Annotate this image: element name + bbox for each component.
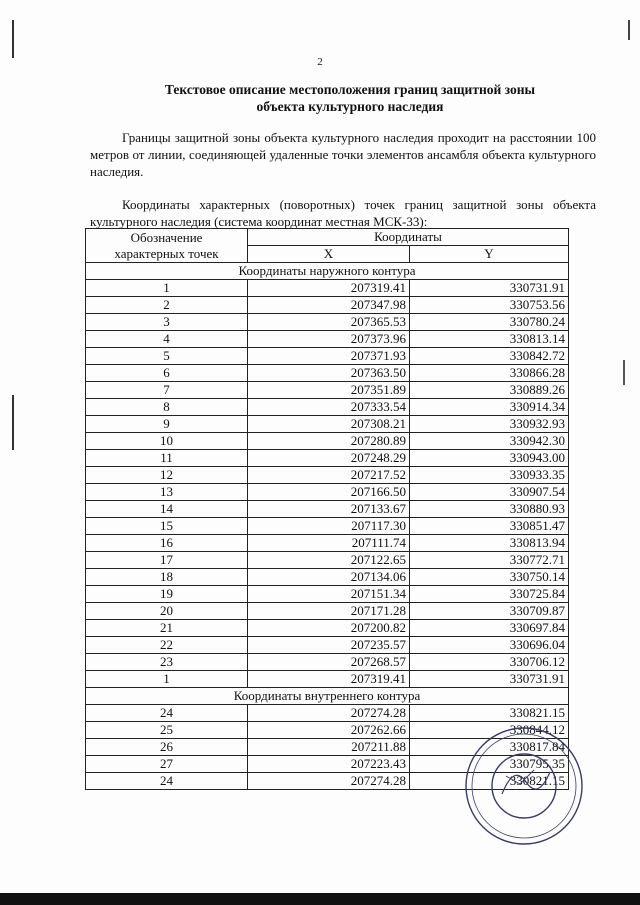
point-number-cell: 9 xyxy=(86,416,248,433)
table-row xyxy=(86,467,569,484)
y-coordinate-cell: 330780.24 xyxy=(410,314,569,331)
table-row xyxy=(86,705,569,722)
table-row xyxy=(86,416,569,433)
y-coordinate-cell: 330731.91 xyxy=(410,671,569,688)
paragraph-coordinates-intro-text: Координаты характерных (поворотных) точек границ защитной зоны объекта культурного наследия (система координат местная МСК-33): xyxy=(90,197,596,229)
table-row xyxy=(86,280,569,297)
outer-contour-section-label: Координаты наружного контура xyxy=(86,263,569,280)
x-coordinate-cell: 207133.67 xyxy=(248,501,410,518)
table-row xyxy=(86,569,569,586)
header-y: Y xyxy=(410,246,569,263)
point-number-cell: 25 xyxy=(86,722,248,739)
title-line-2: объекта культурного наследия xyxy=(256,99,444,114)
x-coordinate-cell: 207217.52 xyxy=(248,467,410,484)
x-coordinate-cell: 207111.74 xyxy=(248,535,410,552)
x-coordinate-cell: 207134.06 xyxy=(248,569,410,586)
table-row xyxy=(86,637,569,654)
point-number-cell: 15 xyxy=(86,518,248,535)
y-coordinate-cell: 330706.12 xyxy=(410,654,569,671)
y-coordinate-cell: 330842.72 xyxy=(410,348,569,365)
x-coordinate-cell: 207365.53 xyxy=(248,314,410,331)
scan-edge-mark xyxy=(12,395,14,450)
header-x: X xyxy=(248,246,410,263)
point-number-cell: 21 xyxy=(86,620,248,637)
table-row xyxy=(86,739,569,756)
x-coordinate-cell: 207151.34 xyxy=(248,586,410,603)
point-number-cell: 19 xyxy=(86,586,248,603)
table-row xyxy=(86,348,569,365)
scan-edge-mark xyxy=(628,20,630,40)
y-coordinate-cell: 330851.47 xyxy=(410,518,569,535)
coordinates-table xyxy=(85,228,569,790)
y-coordinate-cell: 330709.87 xyxy=(410,603,569,620)
y-coordinate-cell: 330772.71 xyxy=(410,552,569,569)
point-number-cell: 8 xyxy=(86,399,248,416)
x-coordinate-cell: 207248.29 xyxy=(248,450,410,467)
point-number-cell: 26 xyxy=(86,739,248,756)
table-row xyxy=(86,399,569,416)
header-coordinates: Координаты xyxy=(248,229,569,246)
table-row xyxy=(86,484,569,501)
x-coordinate-cell: 207347.98 xyxy=(248,297,410,314)
table-row xyxy=(86,518,569,535)
y-coordinate-cell: 330844.12 xyxy=(410,722,569,739)
table-row xyxy=(86,501,569,518)
point-number-cell: 13 xyxy=(86,484,248,501)
x-coordinate-cell: 207211.88 xyxy=(248,739,410,756)
header-point-line1: Обозначение xyxy=(130,229,203,245)
point-number-cell: 23 xyxy=(86,654,248,671)
y-coordinate-cell: 330942.30 xyxy=(410,433,569,450)
table-row xyxy=(86,603,569,620)
y-coordinate-cell: 330696.04 xyxy=(410,637,569,654)
table-row xyxy=(86,314,569,331)
table-row xyxy=(86,586,569,603)
paragraph-description xyxy=(90,129,596,180)
scan-edge-mark xyxy=(12,20,14,58)
y-coordinate-cell: 330817.84 xyxy=(410,739,569,756)
y-coordinate-cell: 330731.91 xyxy=(410,280,569,297)
point-number-cell: 11 xyxy=(86,450,248,467)
point-number-cell: 2 xyxy=(86,297,248,314)
point-number-cell: 7 xyxy=(86,382,248,399)
title-line-1: Текстовое описание местоположения границ защитной зоны xyxy=(164,82,536,97)
y-coordinate-cell: 330725.84 xyxy=(410,586,569,603)
table-row xyxy=(86,365,569,382)
x-coordinate-cell: 207371.93 xyxy=(248,348,410,365)
point-number-cell: 24 xyxy=(86,705,248,722)
point-number-cell: 24 xyxy=(86,773,248,790)
point-number-cell: 22 xyxy=(86,637,248,654)
point-number-cell: 4 xyxy=(86,331,248,348)
point-number-cell: 10 xyxy=(86,433,248,450)
x-coordinate-cell: 207171.28 xyxy=(248,603,410,620)
y-coordinate-cell: 330914.34 xyxy=(410,399,569,416)
table-row xyxy=(86,654,569,671)
table-row xyxy=(86,756,569,773)
x-coordinate-cell: 207351.89 xyxy=(248,382,410,399)
table-row xyxy=(86,297,569,314)
y-coordinate-cell: 330933.35 xyxy=(410,467,569,484)
x-coordinate-cell: 207274.28 xyxy=(248,773,410,790)
x-coordinate-cell: 207274.28 xyxy=(248,705,410,722)
x-coordinate-cell: 207235.57 xyxy=(248,637,410,654)
y-coordinate-cell: 330943.00 xyxy=(410,450,569,467)
table-row xyxy=(86,722,569,739)
y-coordinate-cell: 330697.84 xyxy=(410,620,569,637)
x-coordinate-cell: 207373.96 xyxy=(248,331,410,348)
scan-edge-mark xyxy=(623,360,625,385)
x-coordinate-cell: 207262.66 xyxy=(248,722,410,739)
y-coordinate-cell: 330821.15 xyxy=(410,773,569,790)
point-number-cell: 1 xyxy=(86,280,248,297)
y-coordinate-cell: 330907.54 xyxy=(410,484,569,501)
point-number-cell: 6 xyxy=(86,365,248,382)
point-number-cell: 27 xyxy=(86,756,248,773)
y-coordinate-cell: 330753.56 xyxy=(410,297,569,314)
point-number-cell: 16 xyxy=(86,535,248,552)
point-number-cell: 14 xyxy=(86,501,248,518)
paragraph-description-text: Границы защитной зоны объекта культурного наследия проходит на расстоянии 100 метров от линии, соединяющей удаленные точки элементов ансамбля объекта культурного наследия. xyxy=(90,130,596,179)
table-row xyxy=(86,620,569,637)
table-row xyxy=(86,671,569,688)
x-coordinate-cell: 207319.41 xyxy=(248,280,410,297)
table-row xyxy=(86,552,569,569)
point-number-cell: 3 xyxy=(86,314,248,331)
header-point-designation xyxy=(86,229,248,263)
coordinates-table-body xyxy=(86,263,569,790)
page-number: 2 xyxy=(317,56,323,68)
x-coordinate-cell: 207122.65 xyxy=(248,552,410,569)
point-number-cell: 17 xyxy=(86,552,248,569)
point-number-cell: 20 xyxy=(86,603,248,620)
table-row xyxy=(86,433,569,450)
y-coordinate-cell: 330821.15 xyxy=(410,705,569,722)
point-number-cell: 18 xyxy=(86,569,248,586)
x-coordinate-cell: 207333.54 xyxy=(248,399,410,416)
x-coordinate-cell: 207200.82 xyxy=(248,620,410,637)
header-point-line2: характерных точек xyxy=(114,245,219,261)
x-coordinate-cell: 207166.50 xyxy=(248,484,410,501)
x-coordinate-cell: 207117.30 xyxy=(248,518,410,535)
inner-contour-section-label: Координаты внутреннего контура xyxy=(86,688,569,705)
y-coordinate-cell: 330932.93 xyxy=(410,416,569,433)
x-coordinate-cell: 207280.89 xyxy=(248,433,410,450)
table-row xyxy=(86,331,569,348)
table-row xyxy=(86,535,569,552)
inner-contour-section xyxy=(86,688,569,705)
y-coordinate-cell: 330813.94 xyxy=(410,535,569,552)
x-coordinate-cell: 207223.43 xyxy=(248,756,410,773)
y-coordinate-cell: 330750.14 xyxy=(410,569,569,586)
y-coordinate-cell: 330795.35 xyxy=(410,756,569,773)
point-number-cell: 1 xyxy=(86,671,248,688)
y-coordinate-cell: 330889.26 xyxy=(410,382,569,399)
y-coordinate-cell: 330866.28 xyxy=(410,365,569,382)
point-number-cell: 5 xyxy=(86,348,248,365)
outer-contour-section xyxy=(86,263,569,280)
table-row xyxy=(86,450,569,467)
scan-bottom-edge xyxy=(0,893,640,905)
x-coordinate-cell: 207319.41 xyxy=(248,671,410,688)
y-coordinate-cell: 330813.14 xyxy=(410,331,569,348)
x-coordinate-cell: 207363.50 xyxy=(248,365,410,382)
x-coordinate-cell: 207308.21 xyxy=(248,416,410,433)
table-row xyxy=(86,382,569,399)
x-coordinate-cell: 207268.57 xyxy=(248,654,410,671)
paragraph-coordinates-intro xyxy=(90,196,596,230)
table-row xyxy=(86,773,569,790)
point-number-cell: 12 xyxy=(86,467,248,484)
y-coordinate-cell: 330880.93 xyxy=(410,501,569,518)
